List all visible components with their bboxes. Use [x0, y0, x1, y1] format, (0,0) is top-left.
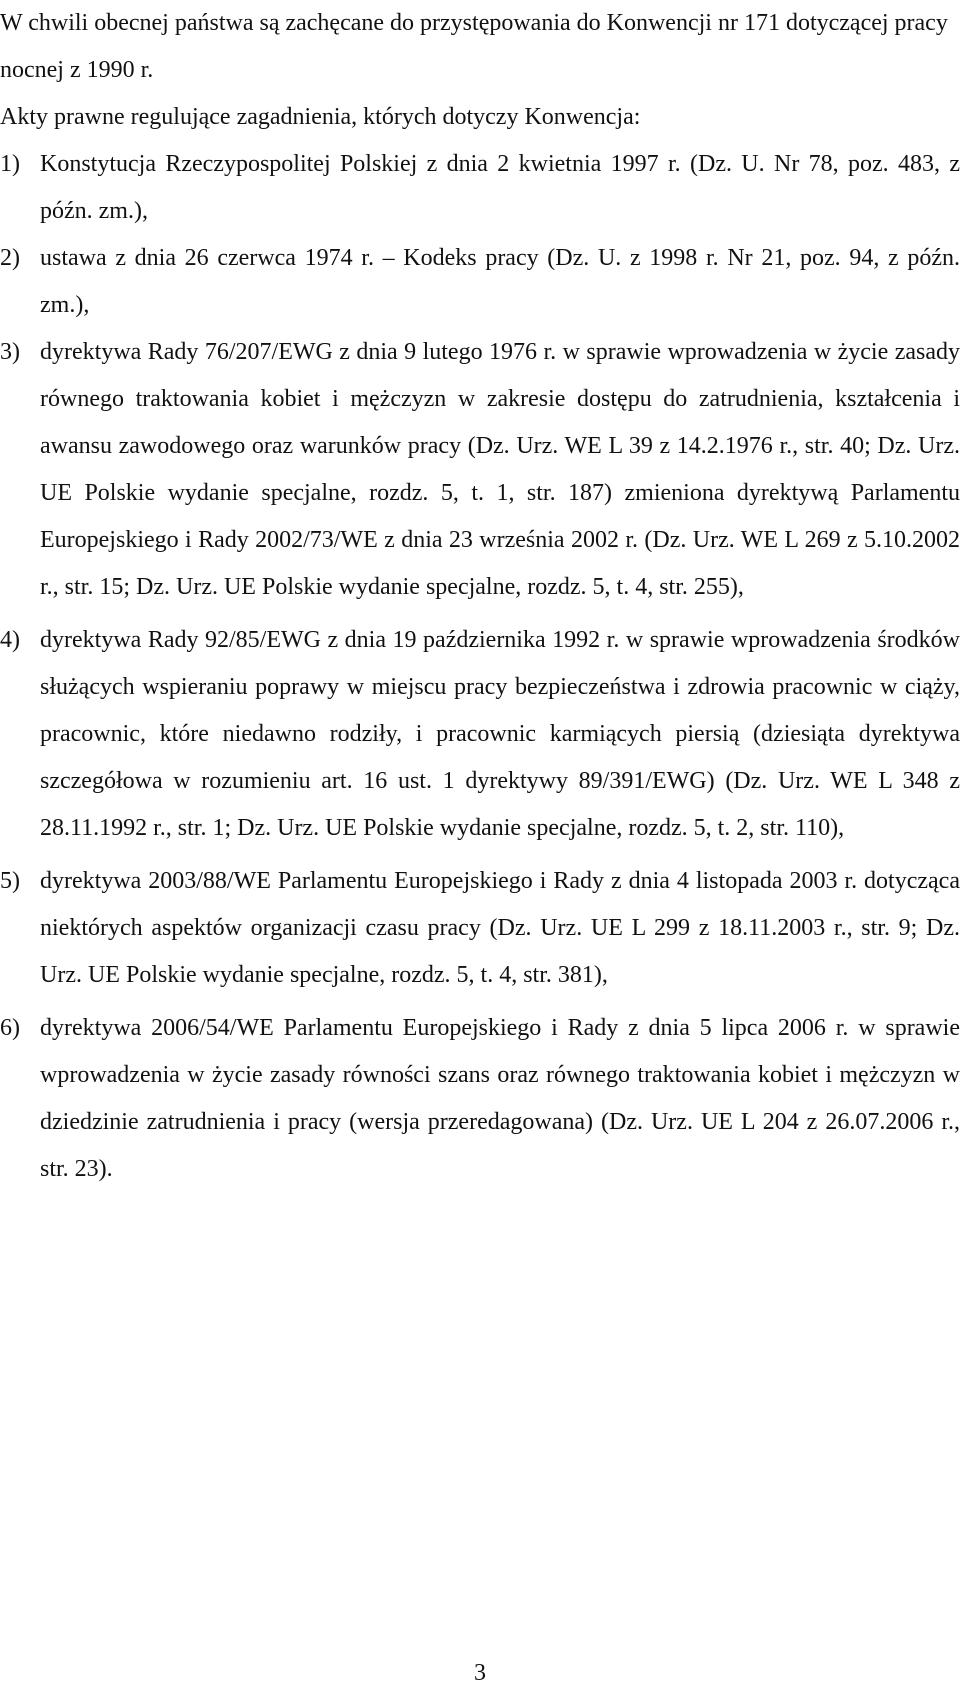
list-item-text: dyrektywa Rady 92/85/EWG z dnia 19 października 1992 r. w sprawie wprowadzenia środków służących wspieraniu poprawy w miejscu pracy bezpieczeństwa i zdrowia pracownic w ciąży, pracownic, które niedawno rodziły, i pracownic karmiących piersią (dziesiąta dyrektywa szczegółowa w rozumieniu art. 16 ust. 1 dyrektywy 89/391/EWG) (Dz. Urz. WE L 348 z 28.11.1992 r., str. 1; Dz. Urz. UE Polskie wydanie specjalne, rozdz. 5, t. 2, str. 110),	[40, 627, 960, 841]
legal-acts-list	[0, 141, 960, 1193]
list-item-number: 2)	[0, 245, 20, 271]
list-item-text: dyrektywa 2003/88/WE Parlamentu Europejskiego i Rady z dnia 4 listopada 2003 r. dotycząca niektórych aspektów organizacji czasu pracy (Dz. Urz. UE L 299 z 18.11.2003 r., str. 9; Dz. Urz. UE Polskie wydanie specjalne, rozdz. 5, t. 4, str. 381),	[40, 868, 960, 988]
list-item-number: 6)	[0, 1015, 20, 1041]
list-item-text: dyrektywa Rady 76/207/EWG z dnia 9 lutego 1976 r. w sprawie wprowadzenia w życie zasady równego traktowania kobiet i mężczyzn w zakresie dostępu do zatrudnienia, kształcenia i awansu zawodowego oraz warunków pracy (Dz. Urz. WE L 39 z 14.2.1976 r., str. 40; Dz. Urz. UE Polskie wydanie specjalne, rozdz. 5, t. 1, str. 187) zmieniona dyrektywą Parlamentu Europejskiego i Rady 2002/73/WE z dnia 23 września 2002 r. (Dz. Urz. WE L 269 z 5.10.2002 r., str. 15; Dz. Urz. UE Polskie wydanie specjalne, rozdz. 5, t. 4, str. 255),	[40, 339, 960, 600]
list-item-text: Konstytucja Rzeczypospolitej Polskiej z dnia 2 kwietnia 1997 r. (Dz. U. Nr 78, poz. 483, z późn. zm.),	[40, 151, 960, 224]
list-item	[0, 235, 960, 329]
acts-heading: Akty prawne regulujące zagadnienia, których dotyczy Konwencja:	[0, 104, 641, 130]
page-number: 3	[474, 1660, 486, 1686]
list-item	[0, 858, 960, 999]
list-item	[0, 141, 960, 235]
list-item	[0, 1005, 960, 1193]
list-item	[0, 329, 960, 611]
list-item-text: ustawa z dnia 26 czerwca 1974 r. – Kodeks pracy (Dz. U. z 1998 r. Nr 21, poz. 94, z późn. zm.),	[40, 245, 960, 318]
intro-paragraph: W chwili obecnej państwa są zachęcane do przystępowania do Konwencji nr 171 dotyczącej pracy nocnej z 1990 r.	[0, 10, 948, 83]
list-item-number: 5)	[0, 868, 20, 894]
list-item	[0, 617, 960, 852]
list-item-number: 1)	[0, 151, 20, 177]
list-item-number: 4)	[0, 627, 20, 653]
list-item-number: 3)	[0, 339, 20, 365]
list-item-text: dyrektywa 2006/54/WE Parlamentu Europejskiego i Rady z dnia 5 lipca 2006 r. w sprawie wprowadzenia w życie zasady równości szans oraz równego traktowania kobiet i mężczyzn w dziedzinie zatrudnienia i pracy (wersja przeredagowana) (Dz. Urz. UE L 204 z 26.07.2006 r., str. 23).	[40, 1015, 960, 1182]
